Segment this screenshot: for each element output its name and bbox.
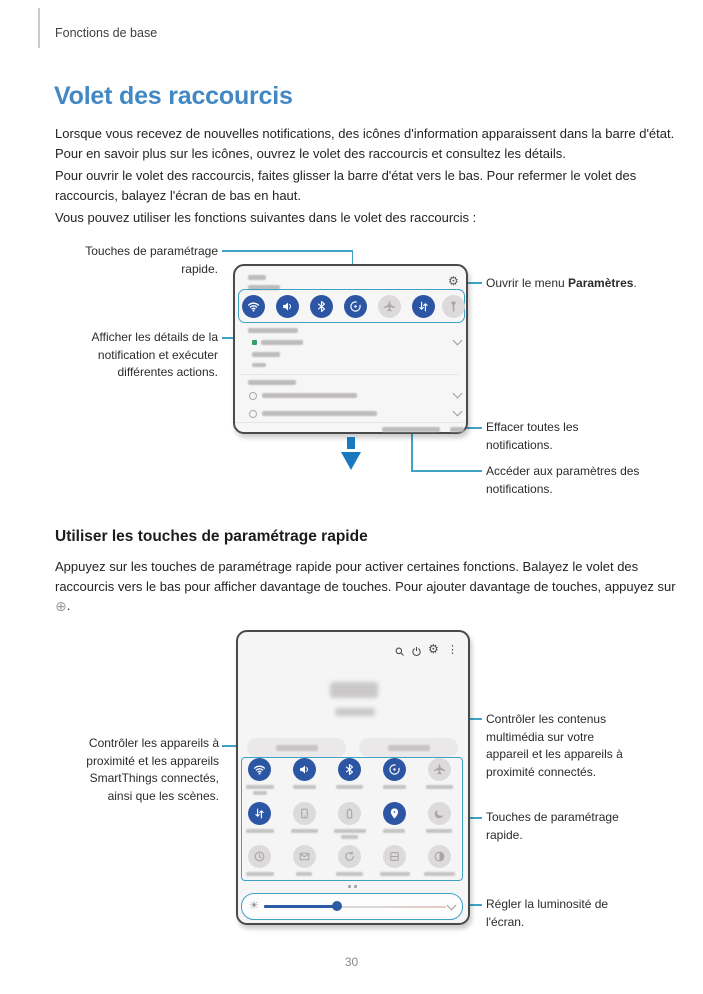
callout-media-button — [486, 711, 631, 781]
page-indicator-dot — [354, 885, 357, 888]
volume-toggle-icon[interactable] — [293, 758, 316, 781]
callout-line: Accéder aux paramètres des — [486, 464, 640, 478]
toggle-label-redacted — [334, 829, 366, 833]
airplane-mode-toggle-icon[interactable] — [428, 758, 451, 781]
more-options-icon[interactable]: ⋮ — [447, 643, 458, 656]
callout-line: proximité connectés. — [486, 764, 597, 779]
toggle-label-redacted — [341, 835, 358, 839]
toggle-label-redacted — [296, 872, 312, 876]
paragraph-1 — [55, 124, 674, 163]
tablet-screenshot-quick-panel — [236, 630, 470, 925]
sync-toggle-icon[interactable] — [338, 845, 361, 868]
media-button[interactable] — [359, 738, 458, 757]
chevron-down-icon[interactable] — [453, 336, 463, 346]
toggle-label-redacted — [293, 785, 316, 789]
notification-time-redacted — [252, 363, 266, 367]
power-icon[interactable] — [411, 646, 422, 657]
breadcrumb: Fonctions de base — [55, 26, 158, 40]
swipe-down-arrow-icon — [341, 452, 361, 470]
callout-line: Contrôler les appareils à — [88, 736, 219, 750]
callout-connector — [466, 427, 482, 429]
callout-brightness — [486, 896, 626, 931]
callout-line: appareil et les appareils à — [486, 747, 623, 761]
search-icon[interactable] — [394, 646, 405, 657]
callout-devices-button — [60, 735, 219, 805]
toggle-label-redacted — [253, 791, 267, 795]
callout-clear-notifications — [486, 419, 606, 454]
section-heading: Utiliser les touches de paramétrage rapide — [55, 528, 368, 545]
callout-line: notification et exécuter — [97, 347, 218, 362]
sound-vibration-toggle-icon[interactable] — [248, 802, 271, 825]
brightness-sun-icon: ☀ — [249, 899, 259, 912]
multi-window-toggle-icon[interactable] — [383, 845, 406, 868]
header-rule — [38, 8, 40, 48]
callout-line: rapide. — [181, 261, 218, 276]
paragraph-line: Appuyez sur les touches de paramétrage rapide pour activer certaines fonctions. Balayez le volet des — [55, 559, 639, 574]
callout-line: Contrôler les contenus — [486, 712, 607, 726]
blue-light-filter-toggle-icon[interactable] — [428, 845, 451, 868]
notification-settings-button-redacted[interactable] — [382, 427, 440, 432]
section-header-redacted — [248, 380, 296, 385]
paragraph-line: . — [66, 598, 71, 613]
callout-text: . — [633, 276, 637, 290]
battery-toggle-icon[interactable] — [338, 802, 361, 825]
callout-line: proximité et les appareils — [86, 753, 219, 768]
paragraph-3: Vous pouvez utiliser les fonctions suivantes dans le volet des raccourcis : — [55, 210, 477, 225]
bluetooth-toggle-icon[interactable] — [338, 758, 361, 781]
devices-button[interactable] — [247, 738, 346, 757]
power-saving-toggle-icon[interactable] — [383, 758, 406, 781]
divider — [241, 374, 458, 375]
notification-title-redacted — [262, 393, 357, 398]
callout-line: Touches de paramétrage — [85, 244, 218, 258]
swipe-down-arrow-icon — [347, 437, 355, 449]
toggle-label-redacted — [246, 785, 274, 789]
screen-rotation-toggle-icon[interactable] — [293, 802, 316, 825]
settings-gear-icon[interactable]: ⚙ — [448, 274, 459, 288]
settings-gear-icon[interactable]: ⚙ — [428, 642, 439, 656]
callout-connector — [411, 434, 413, 471]
app-icon — [249, 410, 257, 418]
chevron-down-icon[interactable] — [453, 389, 463, 399]
app-badge-icon — [252, 340, 257, 345]
toggle-label-redacted — [383, 829, 405, 833]
brightness-slider-knob[interactable] — [332, 901, 342, 911]
sound-vibration-toggle-icon[interactable] — [412, 295, 435, 318]
paragraph-line: Lorsque vous recevez de nouvelles notifications, des icônes d'information apparaissent dans la barre d'état. — [55, 126, 675, 141]
notification-title-redacted — [261, 340, 303, 345]
paragraph-line: raccourcis vers le bas pour afficher davantage de touches. Pour ajouter davantage de touches, appuyez sur — [55, 578, 676, 594]
paragraph-line: raccourcis, balayez l'écran de bas en haut. — [55, 187, 302, 203]
callout-line: ainsi que les scènes. — [107, 788, 219, 803]
flashlight-toggle-icon[interactable] — [442, 295, 465, 318]
notification-body-redacted — [252, 352, 280, 357]
callout-notification-details — [60, 329, 218, 382]
add-button-icon: ⊕ — [55, 599, 67, 615]
page-number: 30 — [344, 955, 359, 969]
toggle-label-redacted — [246, 872, 274, 876]
location-toggle-icon[interactable] — [383, 802, 406, 825]
page-title: Volet des raccourcis — [54, 82, 293, 110]
toggle-label-redacted — [426, 785, 453, 789]
callout-open-settings — [486, 275, 661, 293]
toggle-label-redacted — [424, 872, 455, 876]
power-mode-toggle-icon[interactable] — [248, 845, 271, 868]
volume-toggle-icon[interactable] — [276, 295, 299, 318]
tablet-screenshot-notification-panel — [233, 264, 468, 434]
divider — [235, 422, 466, 423]
clock-redacted — [330, 682, 378, 698]
callout-connector — [222, 250, 353, 252]
chevron-down-icon[interactable] — [453, 407, 463, 417]
callout-line: Régler la luminosité de — [486, 897, 609, 911]
callout-text: Ouvrir le menu — [486, 276, 569, 290]
paragraph-line: Pour en savoir plus sur les icônes, ouvrez le volet des raccourcis et consultez les détails. — [55, 145, 566, 161]
callout-line: différentes actions. — [117, 365, 218, 379]
callout-line: notifications. — [486, 481, 553, 496]
chevron-down-icon[interactable] — [447, 901, 457, 911]
callout-line: Effacer toutes les — [486, 420, 579, 434]
wifi-toggle-icon[interactable] — [242, 295, 265, 318]
callout-line: l'écran. — [486, 914, 525, 929]
callout-line: Touches de paramétrage — [486, 810, 619, 824]
callout-line: multimédia sur votre — [486, 729, 595, 744]
toggle-label-redacted — [426, 829, 452, 833]
notification-title-redacted — [262, 411, 377, 416]
toggle-label-redacted — [383, 785, 406, 789]
toggle-label-redacted — [336, 872, 363, 876]
date-redacted — [335, 708, 375, 716]
callout-line: notifications. — [486, 437, 553, 452]
app-icon — [249, 392, 257, 400]
brightness-track-fill — [264, 905, 337, 908]
toggle-label-redacted — [380, 872, 410, 876]
brightness-slider-panel — [241, 893, 463, 920]
callout-text-bold: Paramètres — [568, 276, 634, 290]
paragraph-4 — [55, 557, 676, 618]
section-header-redacted — [248, 328, 298, 333]
paragraph-line: Pour ouvrir le volet des raccourcis, faites glisser la barre d'état vers le bas. Pour refermer le volet des — [55, 168, 637, 183]
airplane-mode-toggle-icon[interactable] — [378, 295, 401, 318]
devices-label-redacted — [276, 745, 318, 751]
bluetooth-toggle-icon[interactable] — [310, 295, 333, 318]
callout-line: SmartThings connectés, — [89, 771, 219, 785]
power-saving-toggle-icon[interactable] — [344, 295, 367, 318]
paragraph-2 — [55, 166, 636, 205]
callout-quick-setting-buttons-2 — [486, 809, 636, 844]
clear-button-redacted[interactable] — [450, 427, 464, 432]
callout-notification-settings — [486, 463, 666, 498]
callout-connector — [411, 470, 482, 472]
toggle-label-redacted — [246, 829, 274, 833]
toggle-label-redacted — [336, 785, 363, 789]
dark-mode-toggle-icon[interactable] — [428, 802, 451, 825]
callout-line: rapide. — [486, 827, 523, 842]
wifi-toggle-icon[interactable] — [248, 758, 271, 781]
status-time-redacted — [248, 275, 266, 280]
toggle-label-redacted — [291, 829, 318, 833]
page-indicator-dot — [348, 885, 351, 888]
messages-toggle-icon[interactable] — [293, 845, 316, 868]
callout-line: Afficher les détails de la — [91, 330, 218, 344]
callout-quick-setting-buttons — [60, 243, 218, 278]
media-label-redacted — [388, 745, 430, 751]
